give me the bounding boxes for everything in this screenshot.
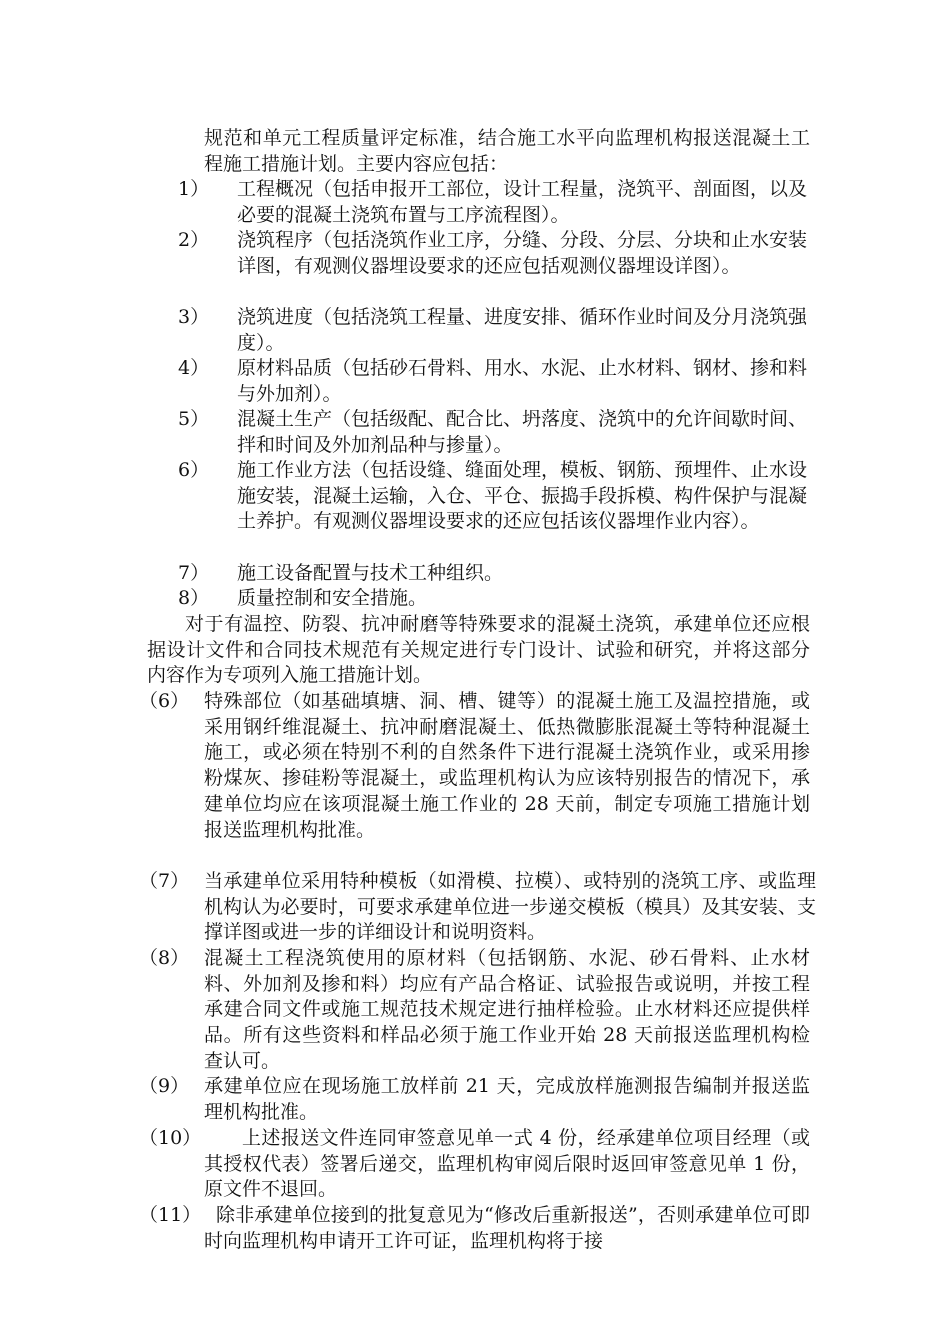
main-item-number: （8） (139, 947, 190, 969)
sub-item-text: 浇筑程序（包括浇筑作业工序，分缝、分段、分层、分块和止水安装详图，有观测仪器埋设要求的还应包括观测仪器埋设详图）。 (237, 229, 808, 277)
sub-item-number: 2） (178, 229, 210, 251)
main-item-number: （6） (139, 690, 190, 712)
sub-item-text: 质量控制和安全措施。 (237, 587, 428, 609)
main-item-text: 当承建单位采用特种模板（如滑模、拉模）、或特别的浇筑工序、或监理机构认为必要时，可要求承建单位进一步递交模板（模具）及其安装、支撑详图或进一步的详细设计和说明资料。 (204, 870, 816, 944)
main-item-number: （11） (139, 1204, 202, 1226)
sub-item-text: 原材料品质（包括砂石骨料、用水、水泥、止水材料、钢材、掺和料与外加剂）。 (237, 357, 808, 405)
sub-item-text: 施工设备配置与技术工种组织。 (237, 562, 504, 584)
main-item-text: 特殊部位（如基础填塘、洞、槽、键等）的混凝土施工及温控措施，或采用钢纤维混凝土、抗冲耐磨混凝土、低热微膨胀混凝土等特种混凝土施工，或必须在特别不利的自然条件下进行混凝土浇筑作业，或采用掺粉煤灰、掺硅粉等混凝土，或监理机构认为应该特别报告的情况下，承建单位均应在该项混凝土施工作业的 28 天前，制定专项施工措施计划报送监理机构批准。 (204, 690, 810, 841)
sub-item-text: 施工作业方法（包括设缝、缝面处理，模板、钢筋、预埋件、止水设施安装，混凝土运输，入仓、平仓、振捣手段拆模、构件保护与混凝土养护。有观测仪器埋设要求的还应包括该仪器埋作业内容）。 (237, 459, 808, 533)
special-requirement-paragraph: 对于有温控、防裂、抗冲耐磨等特殊要求的混凝土浇筑，承建单位还应根据设计文件和合同技术规范有关规定进行专门设计、试验和研究，并将这部分内容作为专项列入施工措施计划。 (147, 613, 810, 687)
sub-item-number: 7） (178, 562, 210, 584)
main-item-number: （7） (139, 870, 190, 892)
sub-item-number: 8） (178, 587, 210, 609)
sub-item-text: 浇筑进度（包括浇筑工程量、进度安排、循环作业时间及分月浇筑强度）。 (237, 306, 808, 354)
sub-item-text: 工程概况（包括申报开工部位，设计工程量，浇筑平、剖面图，以及必要的混凝土浇筑布置与工序流程图）。 (237, 178, 808, 226)
main-item-text: 上述报送文件连同审签意见单一式 4 份，经承建单位项目经理（或其授权代表）签署后递交，监理机构审阅后限时返回审签意见单 1 份，原文件不退回。 (204, 1127, 810, 1201)
main-item-text: 承建单位应在现场施工放样前 21 天，完成放样施测报告编制并报送监理机构批准。 (204, 1075, 810, 1123)
main-item-number: （9） (139, 1075, 190, 1097)
sub-item-number: 6） (178, 459, 210, 481)
main-item-text: 除非承建单位接到的批复意见为“修改后重新报送”，否则承建单位可即时向监理机构申请开工许可证，监理机构将于接 (204, 1204, 810, 1252)
sub-item-number: 5） (178, 408, 210, 430)
sub-item-number: 4） (178, 357, 210, 379)
intro-paragraph: 规范和单元工程质量评定标准，结合施工水平向监理机构报送混凝土工程施工措施计划。主要内容应包括： (204, 127, 810, 175)
sub-item-number: 1） (178, 178, 210, 200)
main-item-number: （10） (139, 1127, 202, 1149)
sub-item-text: 混凝土生产（包括级配、配合比、坍落度、浇筑中的允许间歇时间、拌和时间及外加剂品种与掺量）。 (237, 408, 808, 456)
sub-item-number: 3） (178, 306, 210, 328)
main-item-text: 混凝土工程浇筑使用的原材料（包括钢筋、水泥、砂石骨料、止水材料、外加剂及掺和料）均应有产品合格证、试验报告或说明，并按工程承建合同文件或施工规范技术规定进行抽样检验。止水材料还应提供样品。所有这些资料和样品必须于施工作业开始 28 天前报送监理机构检查认可。 (204, 947, 810, 1072)
